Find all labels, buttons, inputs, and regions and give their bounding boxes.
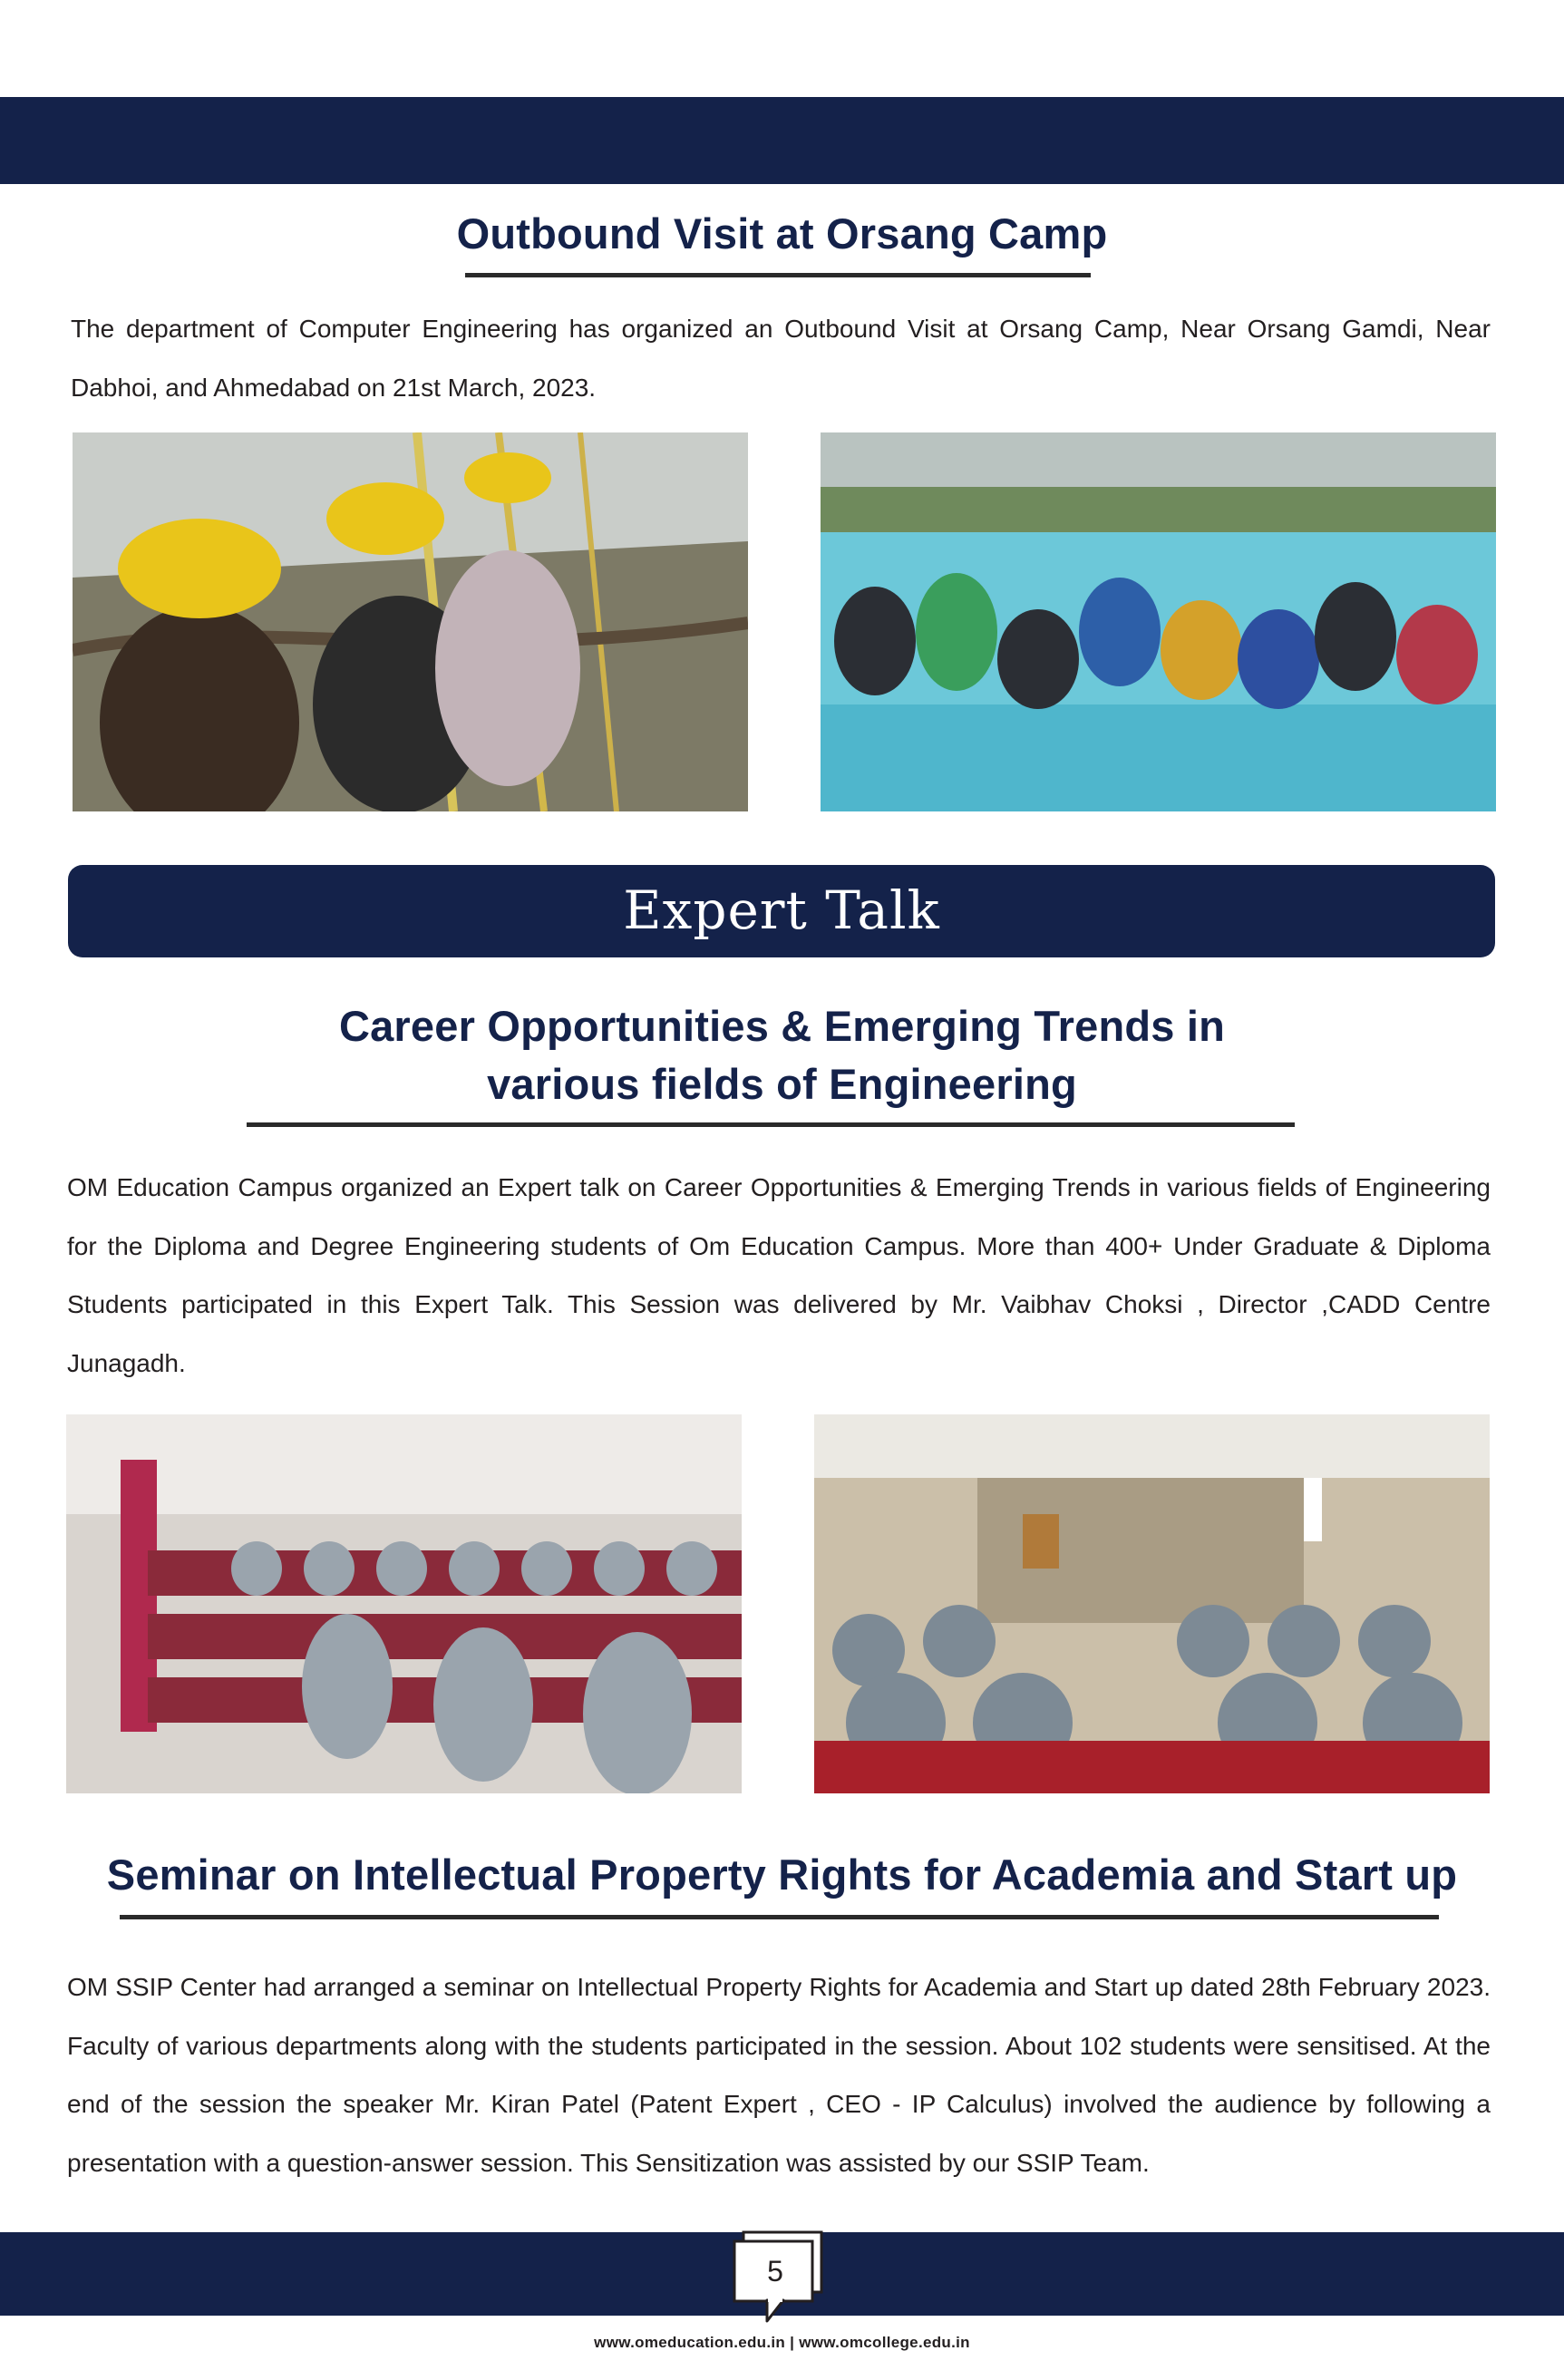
- career-heading-line1: Career Opportunities & Emerging Trends in: [338, 1002, 1226, 1050]
- page-number: 5: [767, 2255, 783, 2288]
- outbound-paragraph: The department of Computer Engineering has organized an Outbound Visit at Orsang Camp, Near Orsang Gamdi, Near Dabhoi, and Ahmedabad on 21st March, 2023.: [71, 315, 1491, 402]
- photo-zipline-helmets: [73, 432, 748, 811]
- outbound-heading-rule: [465, 273, 1091, 277]
- photo-expert-talk-stage: [814, 1414, 1490, 1793]
- photo-pool-group: [821, 432, 1496, 811]
- seminar-paragraph: OM SSIP Center had arranged a seminar on Intellectual Property Rights for Academia and Start up dated 28th February 2023. Faculty of various departments along with the students participated in the session. About 102 students were sensitised. At the end of the session the speaker Mr. Kiran Patel (Patent Expert , CEO - IP Calculus) involved the audience by following a presentation with a question-answer session. This Sensitization was assisted by our SSIP Team.: [67, 1973, 1491, 2177]
- seminar-heading-rule: [120, 1915, 1439, 1919]
- career-heading-rule: [247, 1122, 1295, 1127]
- top-header-band: [0, 97, 1564, 184]
- career-heading-line2: various fields of Engineering: [487, 1060, 1077, 1108]
- photo-expert-talk-audience: [66, 1414, 742, 1793]
- seminar-heading: Seminar on Intellectual Property Rights for Academia and Start up: [106, 1851, 1458, 1899]
- expert-talk-banner: Expert Talk: [68, 865, 1495, 957]
- footer-website-links: www.omeducation.edu.in | www.omcollege.edu.in: [594, 2334, 970, 2351]
- outbound-heading: Outbound Visit at Orsang Camp: [456, 209, 1108, 257]
- career-paragraph: OM Education Campus organized an Expert talk on Career Opportunities & Emerging Trends in various fields of Engineering for the Diploma and Degree Engineering students of Om Education Campus. More than 400+ Under Graduate & Diploma Students participated in this Expert Talk. This Session was delivered by Mr. Vaibhav Choksi , Director ,CADD Centre Junagadh.: [67, 1173, 1491, 1377]
